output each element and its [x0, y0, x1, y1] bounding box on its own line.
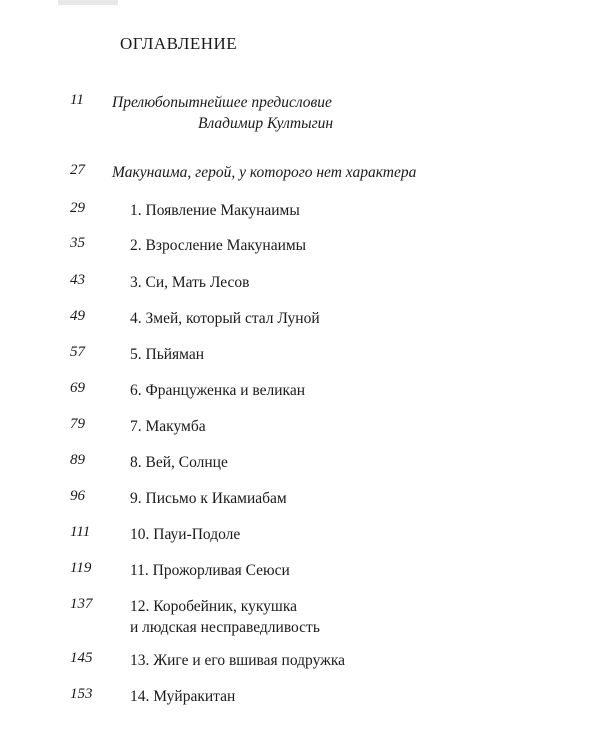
toc-title: 4. Змей, который стал Луной [130, 310, 320, 327]
toc-title-line: Прелюбопытнейшее предисловие [112, 94, 332, 111]
toc-title: 1. Появление Макунаимы [130, 202, 300, 219]
toc-title: 5. Пьйяман [130, 346, 205, 363]
toc-title: 2. Взросление Макунаимы [130, 237, 307, 254]
scan-edge-mark [58, 0, 118, 5]
toc-page-number: 11 [70, 92, 84, 108]
toc-title-line: 12. Коробейник, кукушка [130, 598, 298, 615]
toc-title: 8. Вей, Солнце [130, 454, 228, 471]
toc-page-number: 35 [70, 235, 85, 251]
toc-page-number: 145 [70, 650, 93, 666]
toc-page-number: 79 [70, 416, 85, 432]
toc-page-number: 111 [70, 524, 91, 540]
toc-title: 9. Письмо к Икамиабам [130, 490, 287, 507]
toc-page-number: 89 [70, 452, 85, 468]
toc-title: 13. Жиге и его вшивая подружка [130, 652, 345, 669]
toc-heading: ОГЛАВЛЕНИЕ [120, 34, 238, 53]
toc-title [112, 92, 333, 134]
toc-title: 3. Си, Мать Лесов [130, 274, 250, 291]
toc-title [130, 596, 320, 638]
toc-page-number: 57 [70, 344, 85, 360]
toc-page-number: 49 [70, 308, 85, 324]
toc-page-number: 137 [70, 596, 93, 612]
toc-page-number: 69 [70, 380, 85, 396]
toc-title-line: и людская несправедливость [130, 619, 320, 636]
toc-title: 7. Макумба [130, 418, 206, 435]
toc-page-number: 43 [70, 272, 85, 288]
toc-page-number: 29 [70, 200, 85, 216]
toc-title: 11. Прожорливая Сеюси [130, 562, 290, 579]
toc-title: Макунаима, герой, у которого нет характера [112, 164, 417, 181]
toc-title: 14. Муйракитан [130, 688, 236, 705]
toc-author-line: Владимир Култыгин [198, 115, 334, 132]
toc-page-number: 96 [70, 488, 85, 504]
toc-page-number: 119 [70, 560, 92, 576]
toc-page-number: 153 [70, 686, 93, 702]
toc-title: 10. Пауи-Подоле [130, 526, 241, 543]
toc-title: 6. Француженка и великан [130, 382, 306, 399]
toc-page-number: 27 [70, 162, 85, 178]
